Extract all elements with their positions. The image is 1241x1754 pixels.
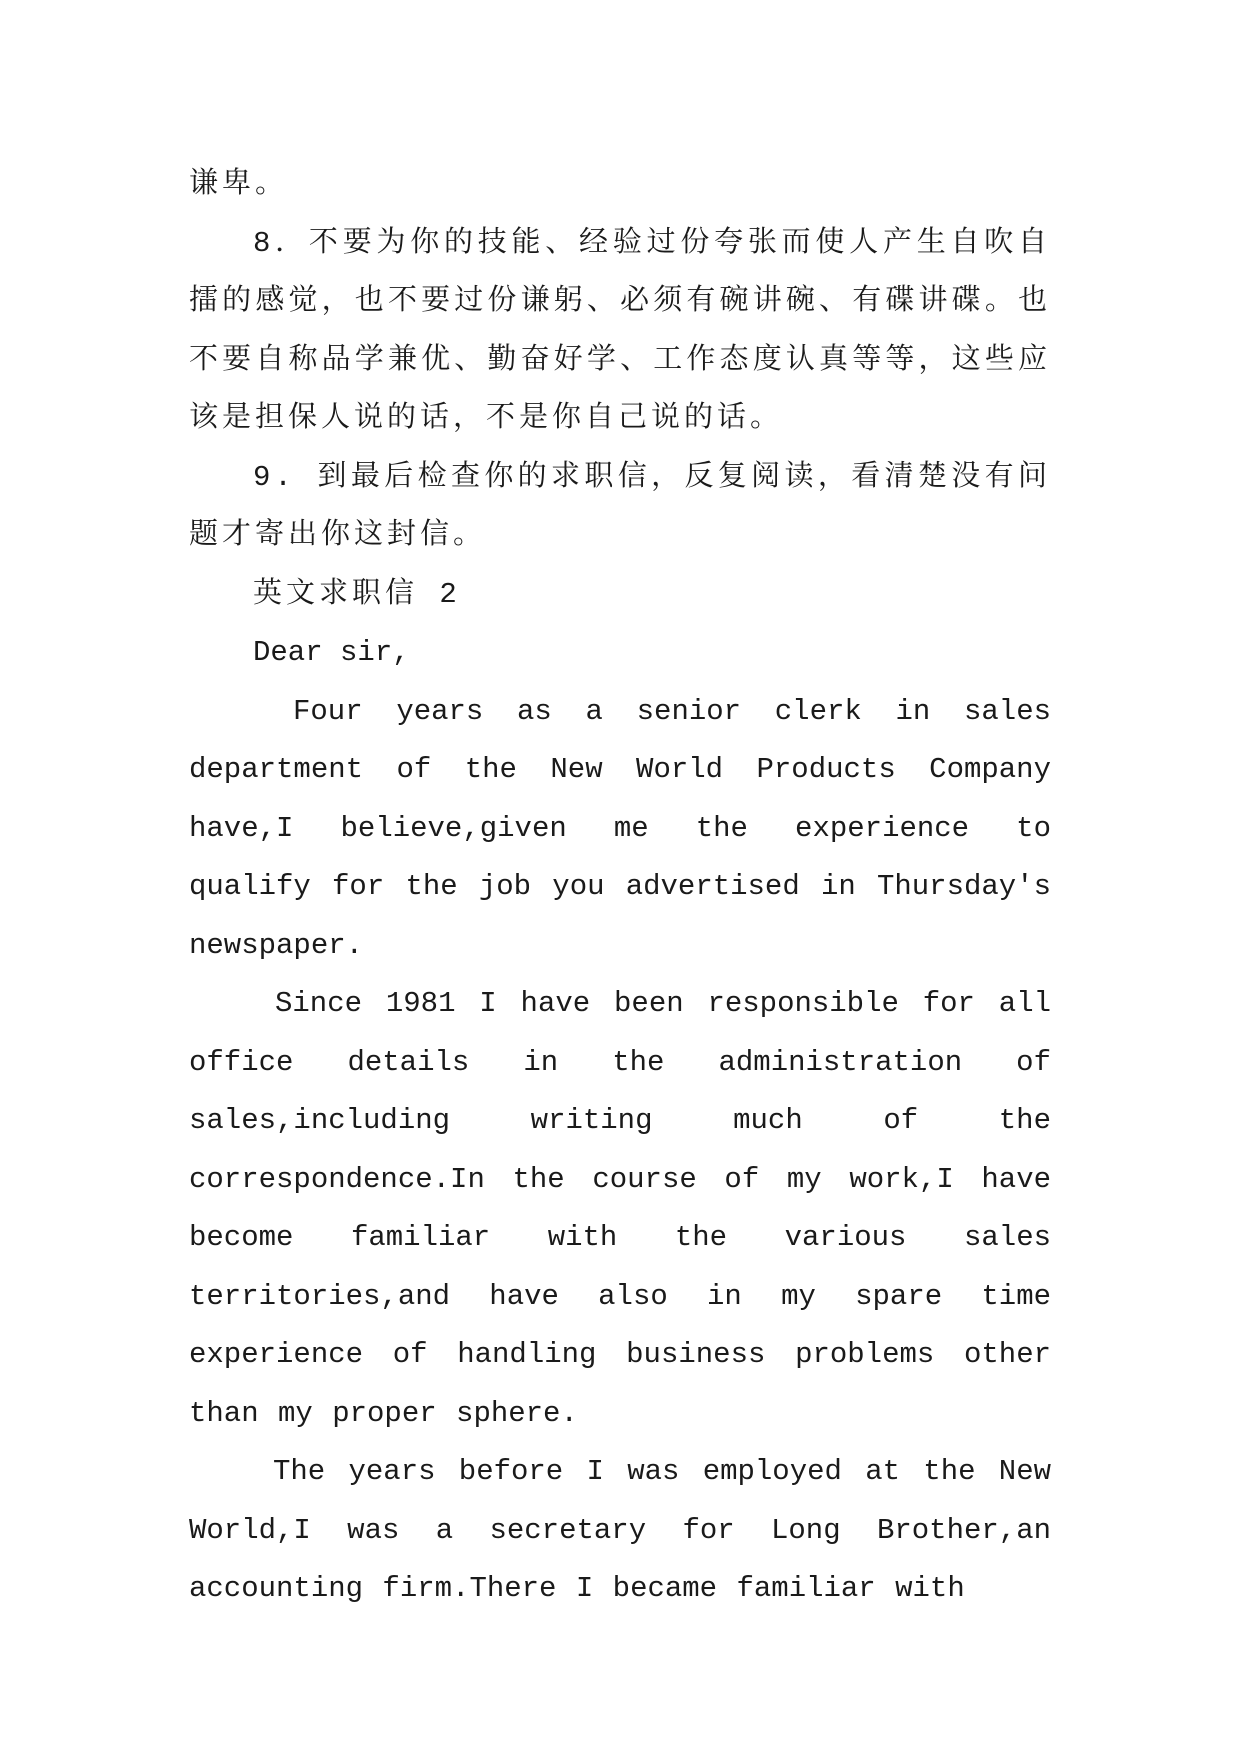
- letter-salutation: Dear sir,: [253, 636, 410, 669]
- document-body: [189, 156, 1051, 1619]
- paragraph-continuation: 谦卑。: [189, 168, 289, 201]
- letter-paragraph-3: The years before I was employed at the New World,I was a secretary for Long Brother,an accounting firm.There I became familiar with: [189, 1455, 1051, 1605]
- letter-paragraph-1: Four years as a senior clerk in sales department of the New World Products Company have,I believe,given me the experience to qualify for the job you advertised in Thursday's newspaper.: [189, 694, 1051, 962]
- paragraph-item-9: 9. 到最后检查你的求职信，反复阅读，看清楚没有问题才寄出你这封信。: [189, 460, 1051, 552]
- section-heading: 英文求职信 2: [253, 577, 461, 611]
- letter-paragraph-2: Since 1981 I have been responsible for all office details in the administration of sales,including writing much of the correspondence.In the course of my work,I have become familiar with the various sales territories,and have also in my spare time experience of handling business problems other than my proper sphere.: [189, 987, 1051, 1430]
- paragraph-item-8: 8．不要为你的技能、经验过份夸张而使人产生自吹自擂的感觉，也不要过份谦躬、必须有碗讲碗、有碟讲碟。也不要自称品学兼优、勤奋好学、工作态度认真等等，这些应该是担保人说的话，不是你自己说的话。: [189, 226, 1051, 435]
